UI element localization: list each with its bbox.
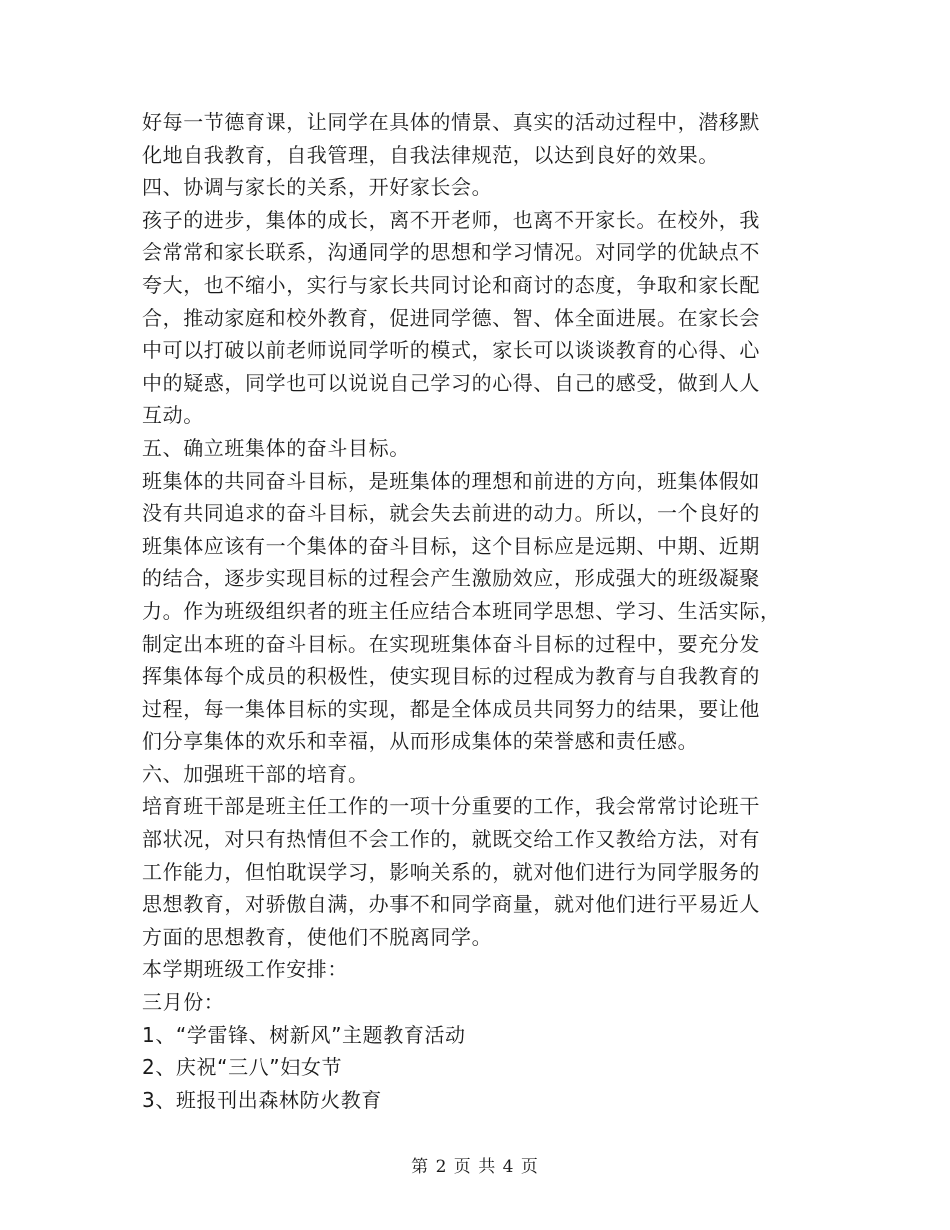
document-body <box>142 106 802 1116</box>
list-item: 1、“学雷锋、树新风”主题教育活动 <box>142 1022 466 1047</box>
text-line: 班集体的共同奋斗目标，是班集体的理想和前进的方向，班集体假如 <box>142 468 760 493</box>
text-line: 好每一节德育课，让同学在具体的情景、真实的活动过程中，潜移默 <box>142 110 760 134</box>
text-line: 合，推动家庭和校外教育，促进同学德、智、体全面进展。在家长会 <box>142 305 760 330</box>
text-line: 培育班干部是班主任工作的一项十分重要的工作，我会常常讨论班干 <box>142 794 760 819</box>
text-line: 班集体应该有一个集体的奋斗目标，这个目标应是远期、中期、近期 <box>142 533 760 558</box>
text-line: 挥集体每个成员的积极性，使实现目标的过程成为教育与自我教育的 <box>142 664 760 689</box>
text-line: 思想教育，对骄傲自满，办事不和同学商量，就对他们进行平易近人 <box>142 892 760 917</box>
text-line: 中可以打破以前老师说同学听的模式，家长可以谈谈教育的心得、心 <box>142 338 760 363</box>
text-line: 们分享集体的欢乐和幸福，从而形成集体的荣誉感和责任感。 <box>142 729 699 754</box>
text-line: 部状况，对只有热情但不会工作的，就既交给工作又教给方法，对有 <box>142 827 760 852</box>
text-line: 孩子的进步，集体的成长，离不开老师，也离不开家长。在校外，我 <box>142 207 760 232</box>
section-heading: 六、加强班干部的培育。 <box>142 761 369 786</box>
text-line: 互动。 <box>142 403 204 428</box>
text-line: 本学期班级工作安排： <box>142 957 348 982</box>
text-line: 过程，每一集体目标的实现，都是全体成员共同努力的结果，要让他 <box>142 696 760 721</box>
page-number-footer: 第 2 页 共 4 页 <box>411 1157 539 1177</box>
text-line: 中的疑惑，同学也可以说说自己学习的心得、自己的感受，做到人人 <box>142 370 760 395</box>
text-line: 会常常和家长联系，沟通同学的思想和学习情况。对同学的优缺点不 <box>142 240 760 265</box>
text-line: 夸大，也不缩小，实行与家长共同讨论和商讨的态度，争取和家长配 <box>142 272 760 297</box>
list-item: 3、班报刊出森林防火教育 <box>142 1087 382 1112</box>
text-line: 力。作为班级组织者的班主任应结合本班同学思想、学习、生活实际， <box>142 598 781 623</box>
list-item: 2、庆祝“三八”妇女节 <box>142 1055 343 1080</box>
text-line: 化地自我教育，自我管理，自我法律规范，以达到良好的效果。 <box>142 142 719 167</box>
text-line: 工作能力，但怕耽误学习，影响关系的，就对他们进行为同学服务的 <box>142 859 760 884</box>
text-line: 制定出本班的奋斗目标。在实现班集体奋斗目标的过程中，要充分发 <box>142 631 760 656</box>
text-line: 方面的思想教育，使他们不脱离同学。 <box>142 924 493 949</box>
text-line: 的结合，逐步实现目标的过程会产生激励效应，形成强大的班级凝聚 <box>142 566 760 591</box>
section-heading: 四、协调与家长的关系，开好家长会。 <box>142 175 493 200</box>
text-line: 三月份： <box>142 990 225 1015</box>
text-line: 没有共同追求的奋斗目标，就会失去前进的动力。所以，一个良好的 <box>142 501 760 526</box>
section-heading: 五、确立班集体的奋斗目标。 <box>142 435 410 460</box>
